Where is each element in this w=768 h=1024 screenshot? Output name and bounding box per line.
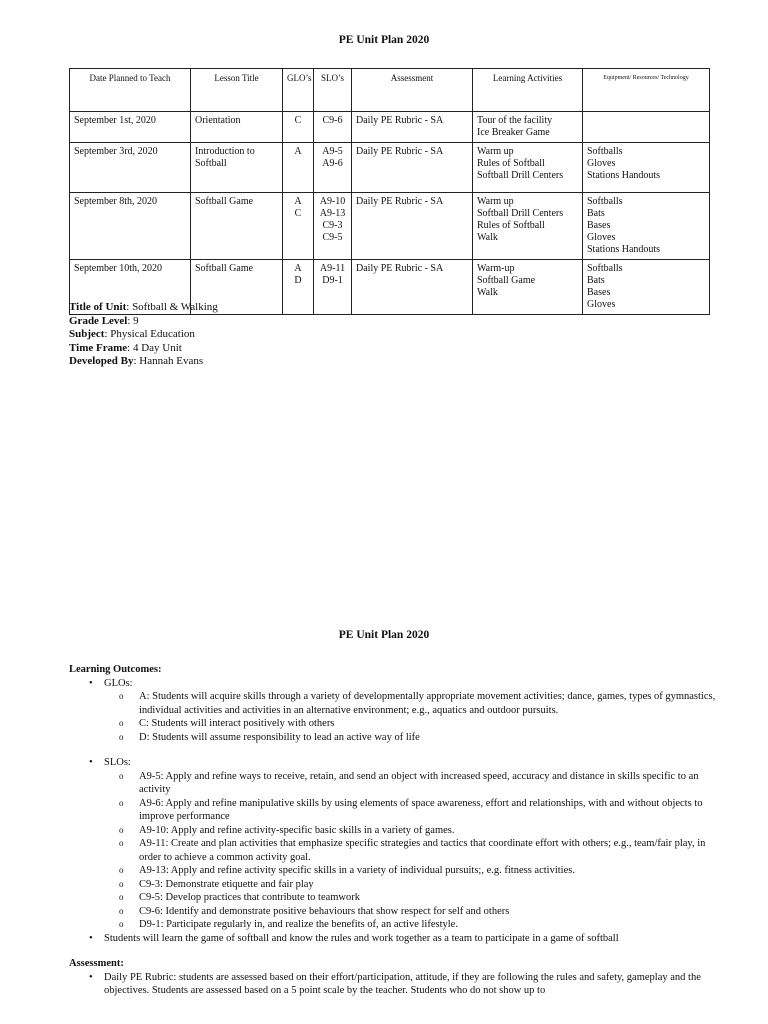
table-row xyxy=(70,112,710,143)
header-date: Date Planned to Teach xyxy=(70,69,191,112)
cell-glo: A C xyxy=(283,193,314,260)
table-header-row xyxy=(70,69,710,112)
header-lesson-title: Lesson Title xyxy=(191,69,283,112)
slo-item: o C9-3: Demonstrate etiquette and fair play xyxy=(119,878,314,890)
assessment-heading: Assessment: xyxy=(69,958,124,969)
cell-slo: A9-11 D9-1 xyxy=(314,260,352,315)
page-2-title: PE Unit Plan 2020 xyxy=(338,629,430,641)
cell-activities: Warm up Rules of Softball Softball Drill Centers xyxy=(473,143,583,193)
cell-equipment: Softballs Bats Bases Gloves xyxy=(583,260,710,315)
slo-item: o A9-11: Create and plan activities that emphasize specific strategies and tactics that coordinate effort with others; e.g., team/fair play, in order to achieve a common activity goal. xyxy=(119,838,706,863)
header-activities: Learning Activities xyxy=(473,69,583,112)
header-assessment: Assessment xyxy=(352,69,473,112)
cell-assessment: Daily PE Rubric - SA xyxy=(352,260,473,315)
cell-equipment: Softballs Gloves Stations Handouts xyxy=(583,143,710,193)
unit-plan-table xyxy=(69,68,710,315)
cell-date: September 10th, 2020 xyxy=(70,260,191,315)
cell-assessment: Daily PE Rubric - SA xyxy=(352,193,473,260)
info-line: Developed By: Hannah Evans xyxy=(69,355,204,367)
header-glo: GLO’s xyxy=(283,69,314,112)
slo-item: o C9-5: Develop practices that contribute to teamwork xyxy=(119,892,361,903)
cell-equipment xyxy=(583,112,710,143)
cell-slo: A9-10 A9-13 C9-3 C9-5 xyxy=(314,193,352,260)
glo-item: o A: Students will acquire skills through a variety of developmentally appropriate movement activities; dance, games, types of gymnastics, individual activities and activities in an alternative environment; e.g., aquatics and outdoor pursuits. xyxy=(119,691,716,716)
slo-item: o A9-6: Apply and refine manipulative skills by using elements of space awareness, effort and relationships, with and without objects to improve performance xyxy=(119,797,703,822)
table-row xyxy=(70,143,710,193)
info-line: Title of Unit: Softball & Walking xyxy=(69,301,218,313)
cell-equipment: Softballs Bats Bases Gloves Stations Handouts xyxy=(583,193,710,260)
cell-assessment: Daily PE Rubric - SA xyxy=(352,112,473,143)
cell-slo: A9-5 A9-6 xyxy=(314,143,352,193)
cell-lesson-title: Softball Game xyxy=(191,260,283,315)
cell-slo: C9-6 xyxy=(314,112,352,143)
cell-assessment: Daily PE Rubric - SA xyxy=(352,143,473,193)
info-line: Grade Level: 9 xyxy=(69,314,139,327)
slo-item: o A9-10: Apply and refine activity-specific basic skills in a variety of games. xyxy=(119,824,455,836)
glo-item: o D: Students will assume responsibility to lead an active way of life xyxy=(119,731,420,743)
glo-item: o C: Students will interact positively with others xyxy=(119,718,335,729)
unit-info xyxy=(69,301,218,369)
assessment-item: • Daily PE Rubric: students are assessed based on their effort/participation, attitude, if they are following the rules and safety, gameplay and the objectives. Students are assessed based on a 5 point scale by the teacher. Students who do not show up to xyxy=(89,971,701,996)
cell-activities: Warm-up Softball Game Walk xyxy=(473,260,583,315)
header-equipment: Equipment/ Resources/ Technology xyxy=(583,69,710,112)
cell-glo: C xyxy=(283,112,314,143)
learning-outcomes-heading: Learning Outcomes: xyxy=(69,664,162,675)
cell-date: September 8th, 2020 xyxy=(70,193,191,260)
slo-item: o C9-6: Identify and demonstrate positive behaviours that show respect for self and others xyxy=(119,905,510,917)
info-line: Time Frame: 4 Day Unit xyxy=(69,341,182,354)
slo-item: o D9-1: Participate regularly in, and realize the benefits of, an active lifestyle. xyxy=(119,919,458,930)
page-1-title: PE Unit Plan 2020 xyxy=(338,34,430,46)
cell-lesson-title: Orientation xyxy=(191,112,283,143)
glos-item: • GLOs: xyxy=(89,677,133,689)
cell-activities: Tour of the facility Ice Breaker Game xyxy=(473,112,583,143)
cell-date: September 1st, 2020 xyxy=(70,112,191,143)
slos-item: • SLOs: xyxy=(89,757,131,768)
learning-outcomes-section xyxy=(69,663,719,998)
slo-item: o A9-5: Apply and refine ways to receive, retain, and send an object with increased speed, accuracy and distance in skills specific to an activity xyxy=(119,770,699,795)
cell-date: September 3rd, 2020 xyxy=(70,143,191,193)
header-slo: SLO’s xyxy=(314,69,352,112)
cell-glo: A xyxy=(283,143,314,193)
cell-glo: A D xyxy=(283,260,314,315)
slo-item: o A9-13: Apply and refine activity specific skills in a variety of individual pursuits;, e.g. fitness activities. xyxy=(119,865,575,876)
table-row xyxy=(70,193,710,260)
cell-lesson-title: Softball Game xyxy=(191,193,283,260)
info-line: Subject: Physical Education xyxy=(69,328,195,340)
cell-activities: Warm up Softball Drill Centers Rules of Softball Walk xyxy=(473,193,583,260)
cell-lesson-title: Introduction to Softball xyxy=(191,143,283,193)
softball-note: • Students will learn the game of softball and know the rules and work together as a team to participate in a game of softball xyxy=(89,932,619,944)
